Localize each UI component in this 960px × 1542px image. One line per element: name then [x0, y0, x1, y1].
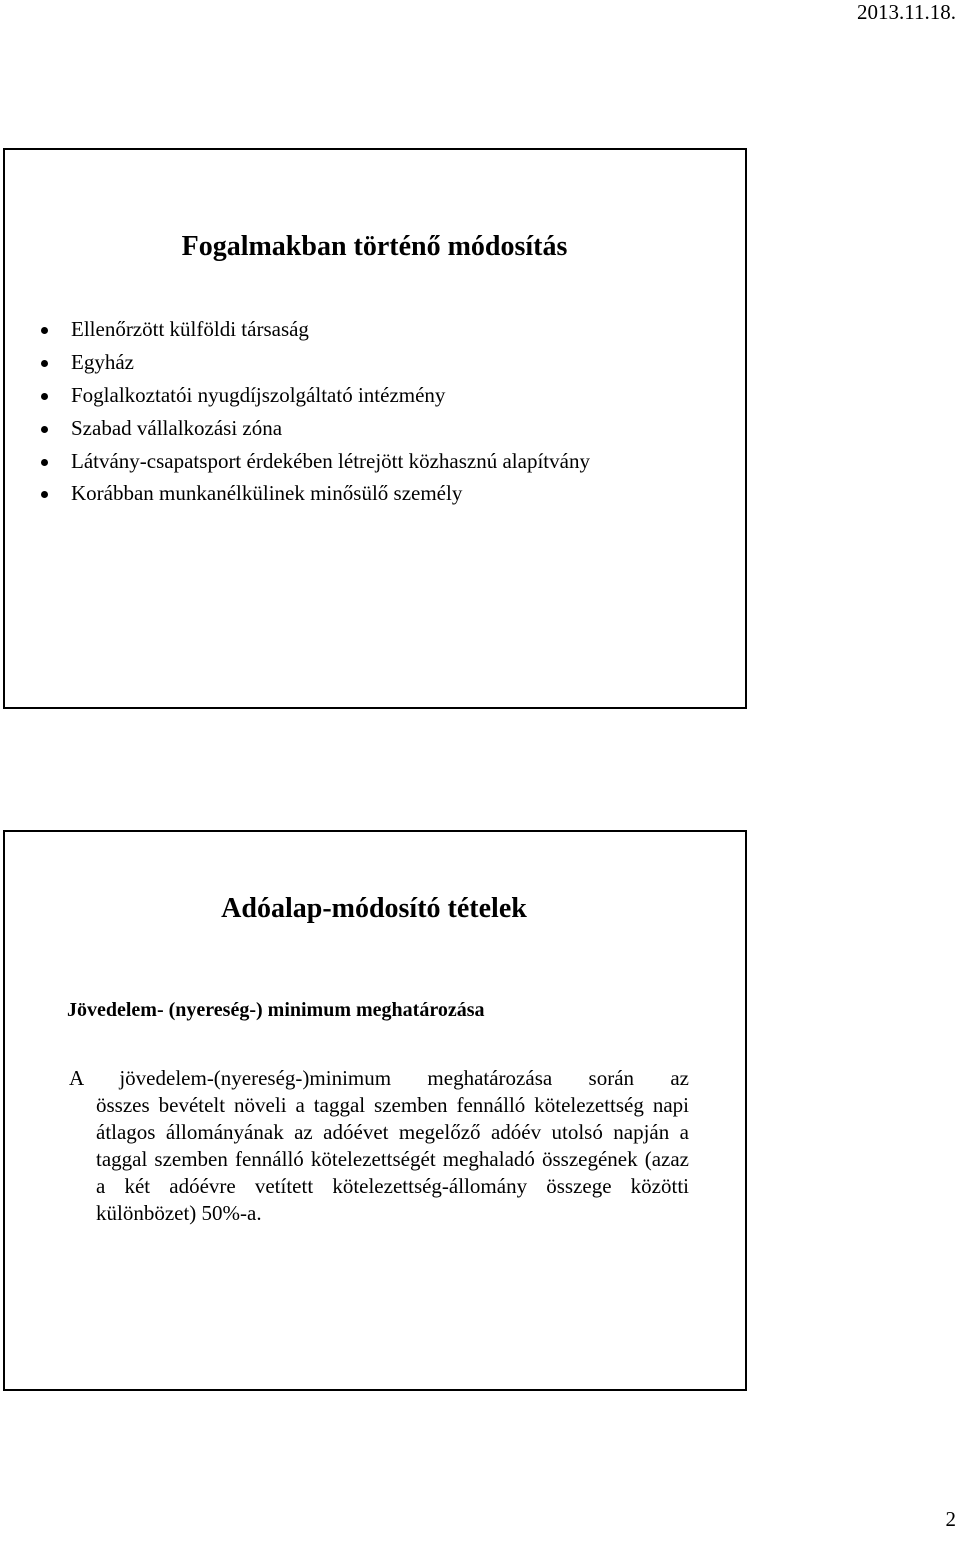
page-number: 2	[945, 1507, 956, 1531]
bullet-item	[41, 316, 601, 343]
bullet-text: Korábban munkanélkülinek minősülő személy	[71, 481, 463, 505]
slide-1-title: Fogalmakban történő módosítás	[181, 231, 568, 262]
slide-2-title: Adóalap-módosító tételek	[221, 893, 527, 924]
bullet-item	[41, 448, 601, 475]
bullet-item	[41, 382, 601, 409]
slide-2-subtitle: Jövedelem- (nyereség-) minimum meghatározása	[67, 999, 485, 1021]
bullet-dot-icon	[41, 393, 48, 400]
bullet-dot-icon	[41, 491, 48, 498]
bullet-item	[41, 349, 601, 376]
slide-1	[3, 148, 747, 709]
bullet-dot-icon	[41, 459, 48, 466]
date-stamp: 2013.11.18.	[857, 0, 956, 24]
paragraph-first-line: A jövedelem-(nyereség-)minimum meghatározása során az	[69, 1066, 689, 1090]
bullet-item	[41, 415, 601, 442]
bullet-item	[41, 480, 601, 507]
slide-1-bullet-list	[41, 316, 601, 513]
slide-2-paragraph	[69, 1065, 689, 1227]
bullet-text: Látvány-csapatsport érdekében létrejött közhasznú alapítvány	[71, 449, 590, 473]
bullet-dot-icon	[41, 327, 48, 334]
bullet-text: Egyház	[71, 350, 134, 374]
paragraph-continuation: összes bevételt növeli a taggal szemben fennálló kötelezettség napi átlagos állományának az adóévet megelőző adóév utolsó napján a taggal szemben fennálló kötelezettségét meghaladó összegének (azaz a két adóévre vetített kötelezettség-állomány összege közötti különbözet) 50%-a.	[96, 1093, 689, 1225]
slide-2	[3, 830, 747, 1391]
bullet-text: Szabad vállalkozási zóna	[71, 416, 283, 440]
bullet-dot-icon	[41, 360, 48, 367]
bullet-text: Ellenőrzött külföldi társaság	[71, 317, 309, 341]
bullet-text: Foglalkoztatói nyugdíjszolgáltató intézmény	[71, 383, 446, 407]
bullet-dot-icon	[41, 426, 48, 433]
